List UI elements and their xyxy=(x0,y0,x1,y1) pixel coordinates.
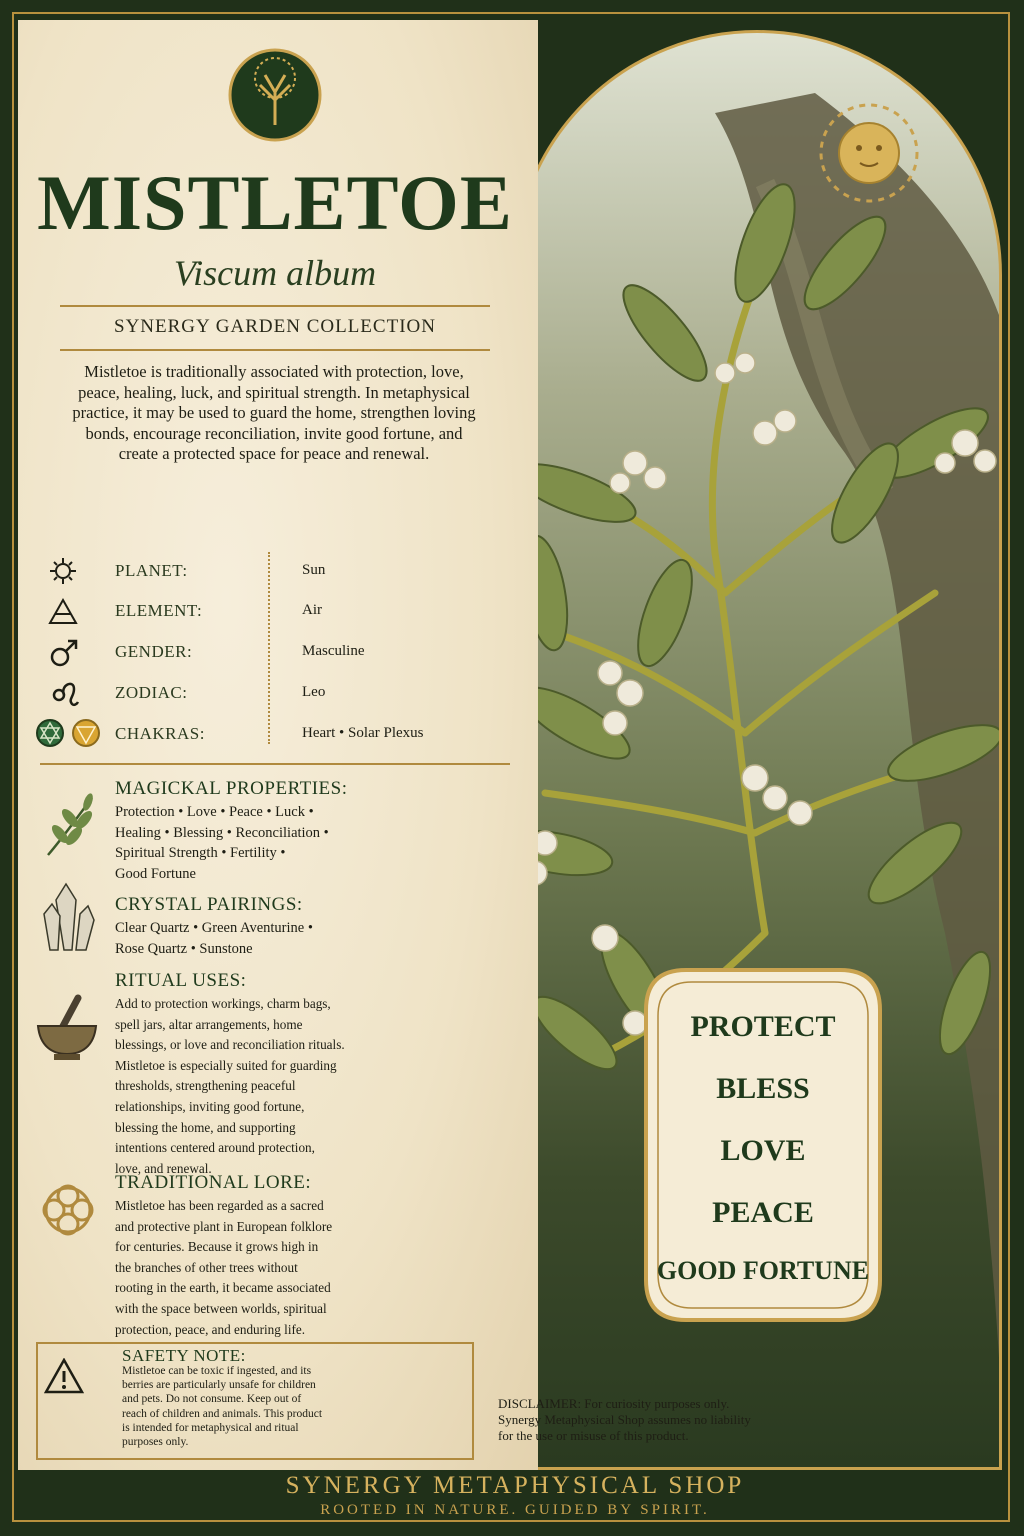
warning-icon xyxy=(44,1358,84,1394)
gender-value: Masculine xyxy=(302,643,365,659)
leo-symbol-icon xyxy=(50,677,80,707)
zodiac-value: Leo xyxy=(302,684,326,700)
traditional-lore-title: TRADITIONAL LORE: xyxy=(115,1172,312,1193)
crystal-cluster-icon xyxy=(36,880,100,952)
chakras-value: Heart • Solar Plexus xyxy=(302,725,424,741)
chakras-label: CHAKRAS: xyxy=(115,724,205,743)
air-element-icon xyxy=(48,597,78,627)
sun-symbol-icon xyxy=(48,556,78,586)
tree-of-life-icon xyxy=(220,40,330,150)
mortar-and-pestle-icon xyxy=(32,992,102,1064)
plaque-word-good-fortune: GOOD FORTUNE xyxy=(656,1256,870,1285)
traditional-lore-text: Mistletoe has been regarded as a sacred and protective plant in European folklore for centuries. Because it grows high in the branches of other trees without rooting in the earth, it became associated with the space between worlds, spiritual protection, peace, and enduring life. xyxy=(115,1198,333,1337)
safety-note-title: SAFETY NOTE: xyxy=(122,1346,246,1365)
plaque-word-bless: BLESS xyxy=(716,1072,810,1105)
celtic-knot-icon xyxy=(36,1178,100,1242)
plaque-word-protect: PROTECT xyxy=(690,1010,836,1043)
crystal-pairings-title: CRYSTAL PAIRINGS: xyxy=(115,894,303,915)
collection-name: SYNERGY GARDEN COLLECTION xyxy=(114,316,436,337)
crystal-pairings-list: Clear Quartz • Green Aventurine • Rose Quartz • Sunstone xyxy=(115,920,313,957)
herb-sprig-icon xyxy=(40,790,100,860)
divider xyxy=(60,349,490,351)
ritual-uses-title: RITUAL USES: xyxy=(115,970,247,991)
plaque-word-love: LOVE xyxy=(720,1134,806,1167)
plaque-word-peace: PEACE xyxy=(712,1196,814,1229)
shop-name: SYNERGY METAPHYSICAL SHOP xyxy=(285,1472,745,1499)
shop-tagline: ROOTED IN NATURE. GUIDED BY SPIRIT. xyxy=(320,1502,710,1518)
ritual-uses-text: Add to protection workings, charm bags, spell jars, altar arrangements, home blessings, or love and reconciliation rituals. Mistletoe is especially suited for guarding thresholds, strengthening peaceful relationships, inviting good fortune, blessing the home, and supporting intentions centered around protection, love, and renewal. xyxy=(115,996,345,1176)
magickal-properties-list: Protection • Love • Peace • Luck • Healing • Blessing • Reconciliation • Spiritual Strength • Fertility • Good Fortune xyxy=(115,804,329,882)
magickal-properties-title: MAGICKAL PROPERTIES: xyxy=(115,778,348,799)
element-value: Air xyxy=(302,602,322,618)
divider xyxy=(40,763,510,765)
planet-label: PLANET: xyxy=(115,561,188,580)
disclaimer-text: DISCLAIMER: For curiosity purposes only. Synergy Metaphysical Shop assumes no liability for the use or misuse of this product. xyxy=(498,1396,751,1443)
gender-label: GENDER: xyxy=(115,642,193,661)
planet-value: Sun xyxy=(302,562,326,578)
chakra-icon xyxy=(34,716,106,750)
scientific-name: Viscum album xyxy=(173,253,377,293)
safety-note-text: Mistletoe can be toxic if ingested, and its berries are particularly unsafe for children and pets. Do not consume. Keep out of reach of children and animals. This product is intended for metaphysical and ritual purposes only. xyxy=(122,1365,323,1449)
divider xyxy=(60,305,490,307)
attribute-divider xyxy=(268,552,272,744)
intention-plaque xyxy=(626,950,900,1340)
element-label: ELEMENT: xyxy=(115,601,203,620)
intro-text: Mistletoe is traditionally associated with protection, love, peace, healing, luck, and spiritual strength. In metaphysical practice, it may be used to guard the home, strengthen loving bonds, encourage reconciliation, invite good fortune, and create a protected space for peace and renewal. xyxy=(72,362,476,463)
zodiac-label: ZODIAC: xyxy=(115,683,188,702)
page-title: MISTLETOE xyxy=(37,159,513,246)
mars-symbol-icon xyxy=(48,637,80,669)
